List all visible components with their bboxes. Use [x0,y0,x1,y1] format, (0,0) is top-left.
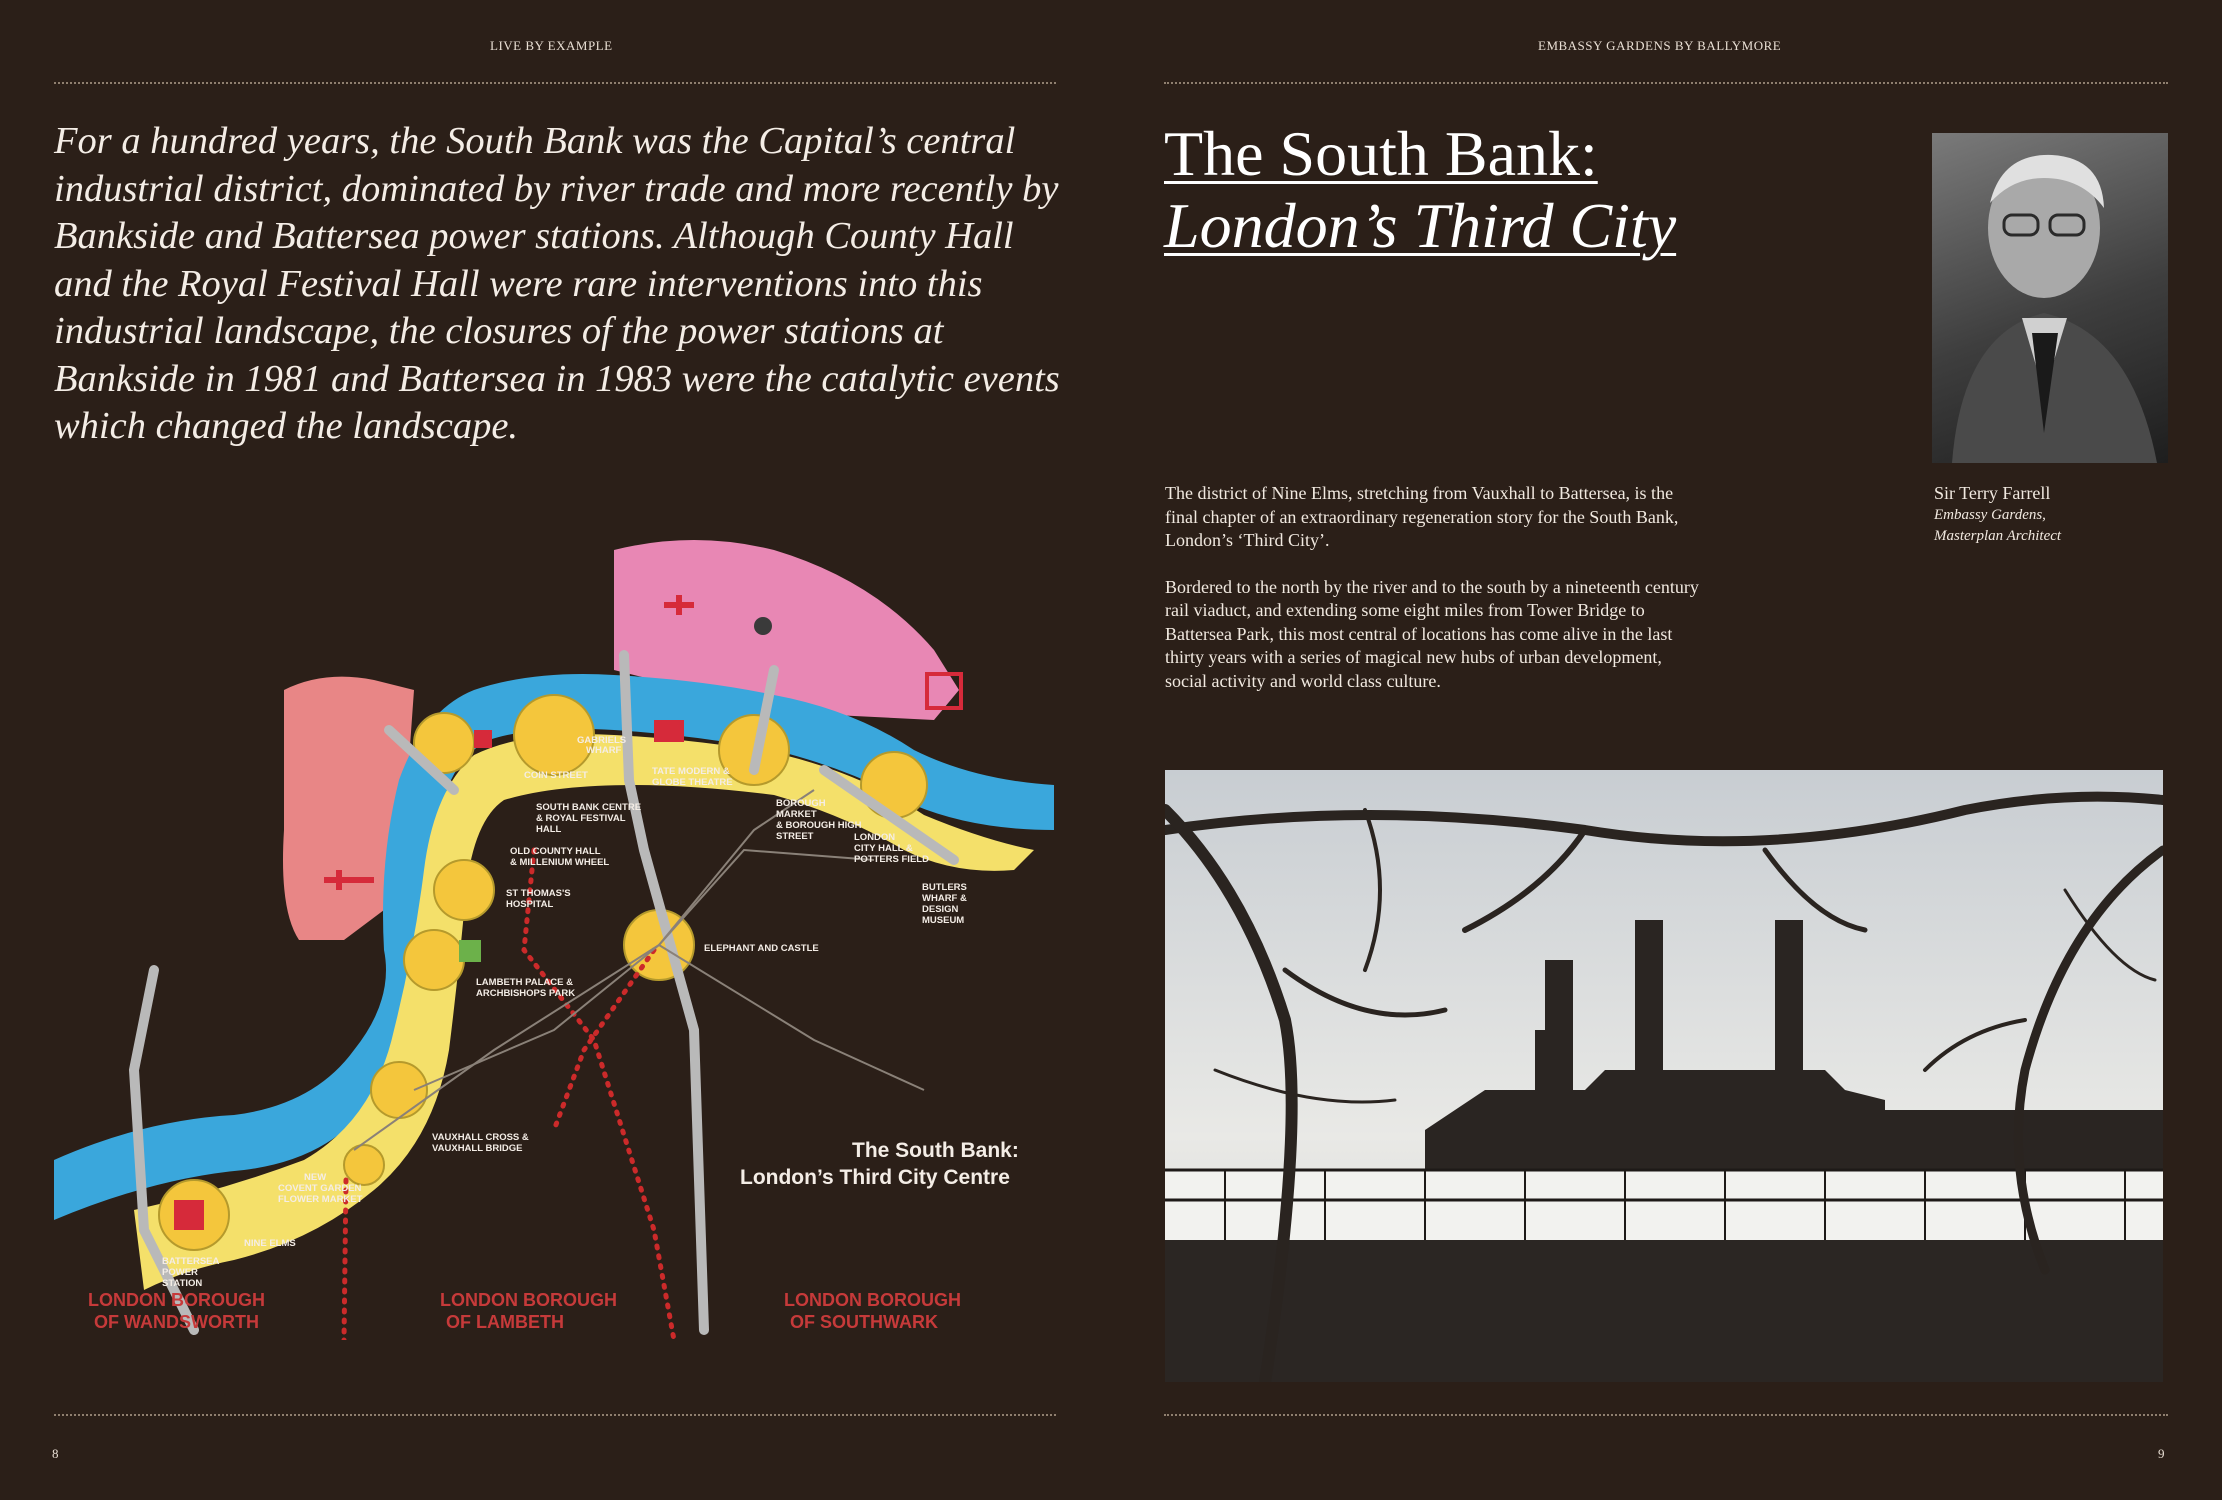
map-label-gabriels-1: GABRIELS [577,735,627,746]
map-label-butlers-1: BUTLERS [922,882,967,893]
running-head-right: EMBASSY GARDENS BY BALLYMORE [1538,38,1782,53]
map-label-stthomas-2: HOSPITAL [506,899,554,910]
map-label-butlers-4: MUSEUM [922,915,965,926]
svg-text:BATTERSEAPOWERSTATION [162,1256,219,1289]
map-label-borough-1: BOROUGH [776,798,826,809]
paragraph-1: The district of Nine Elms, stretching from Vauxhall to Battersea, is the final chapter of an extraordinary regeneration story for the South Bank, London’s ‘Third City’. [1165,483,1679,550]
map-label-elephant: ELEPHANT AND CASTLE [704,943,819,954]
bottom-rule-left [54,1414,1056,1416]
running-head-left: LIVE BY EXAMPLE [490,38,613,53]
map-label-gabriels-2: WHARF [586,745,622,756]
map-label-southbank-2: & ROYAL FESTIVAL [536,813,626,824]
borough-lambeth-2: OF LAMBETH [446,1312,564,1332]
svg-text:LONDON BOROUGHOF WANDSWORTH [88,1290,265,1332]
map-label-vauxhall-1: VAUXHALL CROSS & [432,1132,529,1143]
svg-text:LONDON BOROUGHOF LAMBETH [440,1290,617,1332]
pull-quote: For a hundred years, the South Bank was the Capital’s central industrial district, dominated by river trade and more recently by Bankside and Battersea power stations. Although County Hall and the Royal Festival Hall were rare interventions into this industrial landscape, the closures of the power stations at Bankside in 1981 and Battersea in 1983 were the catalytic events which changed the landscape. [54,120,1060,447]
top-rule-right [1164,82,2168,84]
map-title-line1: The South Bank: [852,1139,1019,1162]
south-bank-map [54,530,1054,1340]
svg-text:VAUXHALL CROSS &VAUXHALL BRIDG [432,1132,529,1154]
svg-text:TATE MODERN &GLOBE THEATRE [652,766,733,788]
svg-text:OLD COUNTY HALL& MILLENIUM WHE [510,846,609,868]
bottom-rule-right [1164,1414,2168,1416]
map-label-coin-street: COIN STREET [524,770,588,781]
page-number-left: 8 [52,1446,59,1461]
map-label-southbank-1: SOUTH BANK CENTRE [536,802,642,813]
title-line1: The South Bank: [1164,118,1598,189]
map-label-cityhall-2: CITY HALL & [854,843,913,854]
map-label-covent-1: NEW [304,1172,327,1183]
caption-name: Sir Terry Farrell [1934,483,2051,503]
map-label-covent-3: FLOWER MARKET [278,1194,363,1205]
svg-text:LAMBETH PALACE &ARCHBISHOPS PA [476,977,575,999]
map-label-nine-elms: NINE ELMS [244,1238,296,1249]
map-label-cityhall-1: LONDON [854,832,896,843]
caption-role-1: Embassy Gardens, [1934,507,2046,523]
map-label-cityhall-3: POTTERS FIELD [854,854,929,865]
body-text [1165,482,1705,716]
map-label-covent-2: COVENT GARDEN [278,1183,362,1194]
battersea-power-station-photo [1165,770,2163,1382]
map-label-battersea-3: STATION [162,1278,203,1289]
map-label-battersea-2: POWER [162,1267,198,1278]
map-label-borough-4: STREET [776,831,814,842]
map-label-southbank-3: HALL [536,824,562,835]
map-label-battersea-1: BATTERSEA [162,1256,220,1267]
borough-wandsworth-1: LONDON BOROUGH [88,1290,265,1310]
borough-wandsworth-2: OF WANDSWORTH [94,1312,259,1332]
title-line2: London’s Third City [1164,190,1677,261]
map-title-line2: London’s Third City Centre [740,1166,1010,1189]
svg-text:BUTLERSWHARF &DESIGNMUSEUM [922,882,967,926]
map-label-lambeth-palace-1: LAMBETH PALACE & [476,977,573,988]
map-label-stthomas-1: ST THOMAS'S [506,888,571,899]
paragraph-2: Bordered to the north by the river and to the south by a nineteenth century rail viaduct, and extending some eight miles from Tower Bridge to Battersea Park, this most central of locations has come alive in the last thirty years with a series of magical new hubs of urban development, social activity and world class culture. [1165,576,1699,691]
map-label-butlers-2: WHARF & [922,893,967,904]
svg-text:SOUTH BANK CENTRE& ROYAL FESTI [536,802,641,835]
map-label-tate-1: TATE MODERN & [652,766,730,777]
map-label-butlers-3: DESIGN [922,904,959,915]
map-label-borough-3: & BOROUGH HIGH [776,820,862,831]
page-title [1164,118,1724,262]
caption-role-2: Masterplan Architect [1934,528,2062,544]
page-number-right: 9 [2158,1446,2165,1461]
map-label-vauxhall-2: VAUXHALL BRIDGE [432,1143,523,1154]
map-label-tate-2: GLOBE THEATRE [652,777,733,788]
map-label-borough-2: MARKET [776,809,817,820]
svg-text:LONDON BOROUGHOF SOUTHWARK [784,1290,961,1332]
top-rule-left [54,82,1056,84]
portrait-caption [1934,482,2174,547]
portrait-photo [1932,133,2168,463]
borough-southwark-1: LONDON BOROUGH [784,1290,961,1310]
svg-text:ST THOMAS'SHOSPITAL [506,888,571,910]
borough-southwark-2: OF SOUTHWARK [790,1312,938,1332]
map-label-county-2: & MILLENIUM WHEEL [510,857,610,868]
map-label-county-1: OLD COUNTY HALL [510,846,601,857]
borough-lambeth-1: LONDON BOROUGH [440,1290,617,1310]
map-label-lambeth-palace-2: ARCHBISHOPS PARK [476,988,576,999]
